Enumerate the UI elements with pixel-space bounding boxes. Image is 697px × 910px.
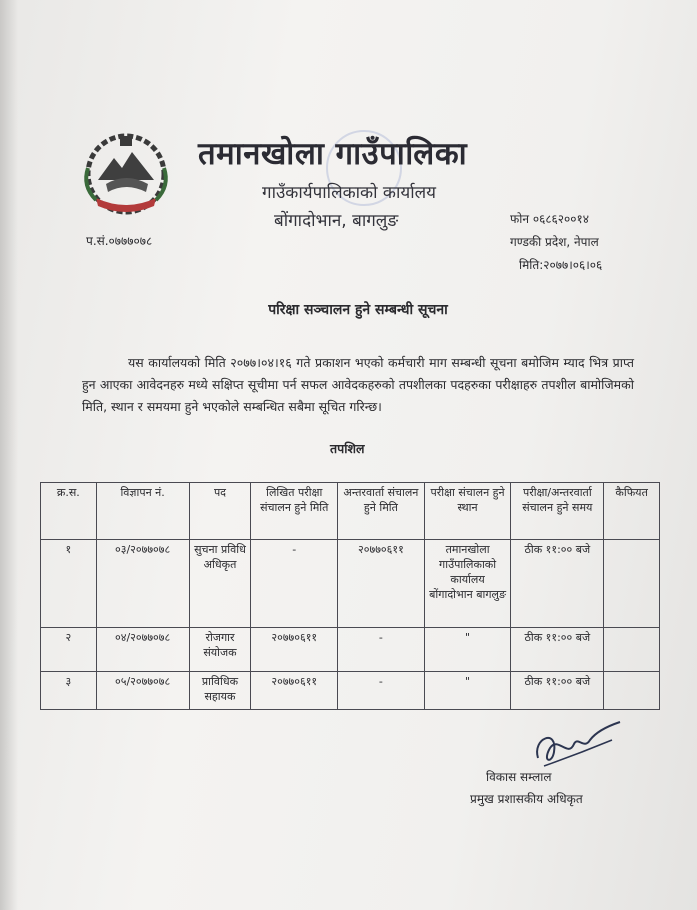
cell-written-exam-date: - — [251, 540, 338, 628]
page-shadow — [0, 0, 18, 910]
col-serial: क्र.स. — [41, 483, 97, 540]
table-row — [41, 672, 660, 710]
cell-interview-date: - — [338, 628, 425, 672]
cell-exam-time: ठीक ११:०० बजे — [511, 672, 604, 710]
signatory-designation: प्रमुख प्रशासकीय अधिकृत — [470, 792, 583, 806]
phone-number: फोन ०६८६२००१४ — [510, 212, 589, 226]
cell-advertisement-no: ०३/२०७७०७८ — [96, 540, 189, 628]
notice-body: यस कार्यालयको मिति २०७७।०४।१६ गते प्रकाशन भएको कर्मचारी माग सम्बन्धी सूचना बमोजिम म्याद भित्र प्राप्त हुन आएका आवेदनहरु मध्ये सक्षिप्त सूचीमा पर्न सफल आवेदकहरुको तपशीलका पदहरुका परीक्षाहरु तपशील बामोजिमको मिति, स्थान र समयमा हुने भएकोले सम्बन्धित सबैमा सूचित गरिन्छ। — [82, 355, 634, 414]
table-row — [41, 540, 660, 628]
cell-exam-venue: " — [424, 628, 511, 672]
cell-exam-time: ठीक ११:०० बजे — [511, 540, 604, 628]
signatory-name: विकास सम्लाल — [486, 770, 552, 784]
cell-exam-time: ठीक ११:०० बजे — [511, 628, 604, 672]
cell-serial: २ — [41, 628, 97, 672]
cell-remarks — [604, 628, 660, 672]
cell-interview-date: २०७७०६११ — [338, 540, 425, 628]
col-interview-date: अन्तरवार्ता संचालन हुने मिति — [338, 483, 425, 540]
col-written-exam-date: लिखित परीक्षा संचालन हुने मिति — [251, 483, 338, 540]
cell-exam-venue: तमानखोला गाउँपालिकाको कार्यालय बोंगादोभान बागलुङ — [424, 540, 511, 628]
cell-position: रोजगार संयोजक — [189, 628, 251, 672]
cell-serial: ३ — [41, 672, 97, 710]
municipality-title: तमानखोला गाउँपालिका — [198, 136, 468, 172]
notice-heading: परिक्षा सञ्चालन हुने सम्बन्धी सूचना — [268, 302, 448, 318]
cell-written-exam-date: २०७७०६११ — [251, 628, 338, 672]
col-exam-venue: परीक्षा संचालन हुने स्थान — [424, 483, 511, 540]
cell-remarks — [604, 540, 660, 628]
cell-position: प्राविधिक सहायक — [189, 672, 251, 710]
cell-remarks — [604, 672, 660, 710]
notice-date: मिति:२०७७।०६।०६ — [519, 258, 603, 272]
cell-interview-date: - — [338, 672, 425, 710]
cell-advertisement-no: ०५/२०७७०७८ — [96, 672, 189, 710]
table-header-row — [41, 483, 660, 540]
col-remarks: कैफियत — [604, 483, 660, 540]
office-name: गाउँकार्यपालिकाको कार्यालय — [262, 183, 437, 203]
table-row — [41, 628, 660, 672]
cell-serial: १ — [41, 540, 97, 628]
province-label: गण्डकी प्रदेश, नेपाल — [510, 235, 599, 249]
cell-position: सुचना प्रविधि अधिकृत — [189, 540, 251, 628]
col-advertisement-no: विज्ञापन नं. — [96, 483, 189, 540]
nepal-emblem-icon — [76, 128, 176, 220]
col-exam-time: परीक्षा/अन्तरवार्ता संचालन हुने समय — [511, 483, 604, 540]
col-position: पद — [189, 483, 251, 540]
office-address: बोंगादोभान, बागलुङ — [274, 211, 399, 231]
cell-advertisement-no: ०४/२०७७०७८ — [96, 628, 189, 672]
exam-schedule-table — [40, 482, 660, 710]
cell-exam-venue: " — [424, 672, 511, 710]
reference-number: प.सं.०७७७०७८ — [86, 234, 153, 248]
schedule-label: तपशिल — [330, 441, 365, 456]
cell-written-exam-date: २०७७०६११ — [251, 672, 338, 710]
